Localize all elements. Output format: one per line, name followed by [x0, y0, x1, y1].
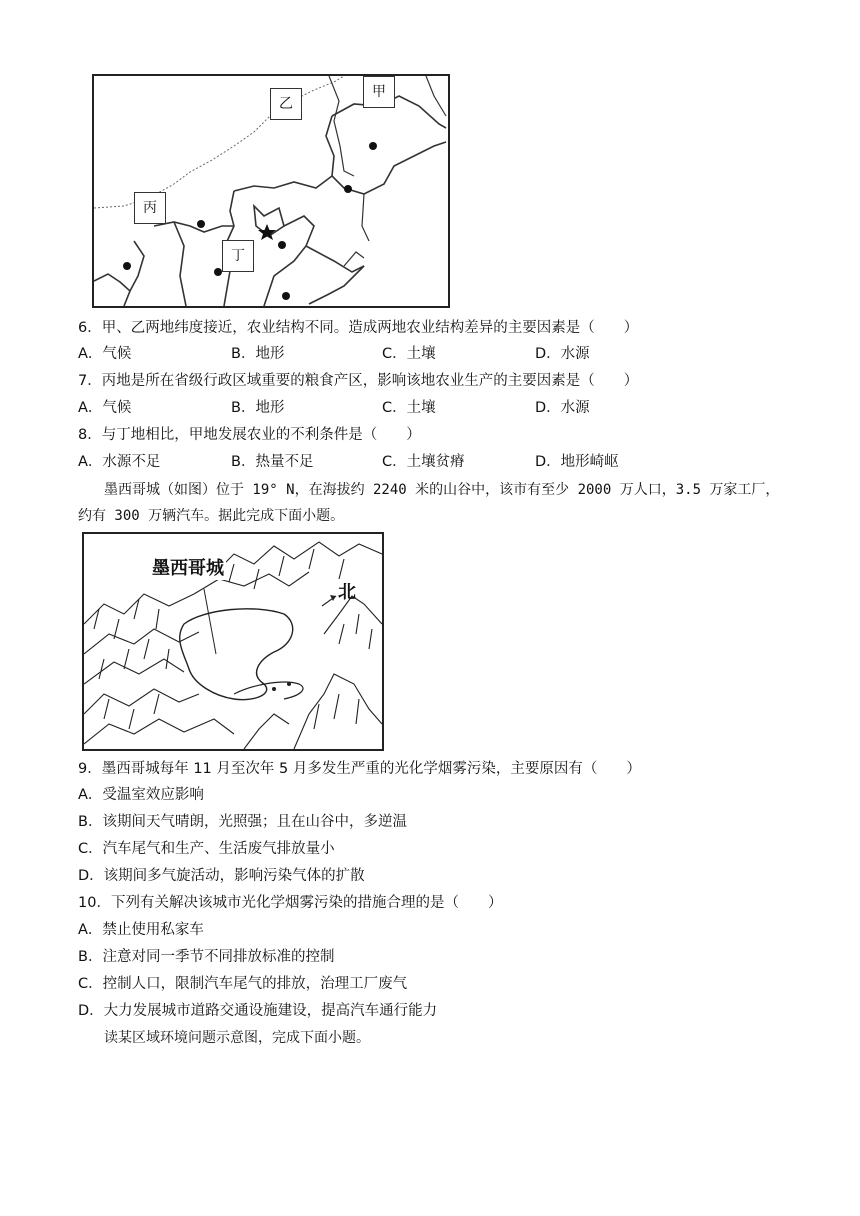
mexico-intro-line-2: 约有 300 万辆汽车。据此完成下面小题。	[78, 508, 345, 524]
mexico-city-valley-drawing	[84, 534, 382, 749]
question-7-option-d: D．水源	[535, 400, 590, 416]
question-6-option-a: A．气候	[78, 346, 132, 362]
map-label-bing: 丙	[134, 192, 166, 224]
question-10-option-d: D．大力发展城市道路交通设施建设，提高汽车通行能力	[78, 1003, 438, 1019]
question-10-stem: 10．下列有关解决该城市光化学烟雾污染的措施合理的是（ ）	[78, 895, 503, 911]
question-6-option-c: C．土壤	[382, 346, 436, 362]
question-8-option-c: C．土壤贫瘠	[382, 454, 465, 470]
question-10-option-b: B．注意对同一季节不同排放标准的控制	[78, 949, 335, 965]
mexico-intro-passage	[78, 477, 798, 529]
question-6-option-b: B．地形	[231, 346, 285, 362]
question-9-option-c: C．汽车尾气和生产、生活废气排放量小	[78, 841, 335, 857]
question-6-stem: 6．甲、乙两地纬度接近，农业结构不同。造成两地农业结构差异的主要因素是（ ）	[78, 320, 639, 336]
question-9-option-a: A．受温室效应影响	[78, 787, 204, 803]
question-10-option-c: C．控制人口，限制汽车尾气的排放，治理工厂废气	[78, 976, 408, 992]
next-section-intro: 读某区域环境问题示意图，完成下面小题。	[104, 1030, 370, 1046]
map-label-ding: 丁	[222, 240, 254, 272]
question-9-option-b: B．该期间天气晴朗，光照强；且在山谷中，多逆温	[78, 814, 407, 830]
mexico-city-valley-figure	[82, 532, 384, 751]
question-8-option-d: D．地形崎岖	[535, 454, 619, 470]
map-label-north: 北	[338, 582, 356, 603]
question-10-option-a: A．禁止使用私家车	[78, 922, 204, 938]
question-9-stem: 9．墨西哥城每年 11 月至次年 5 月多发生严重的光化学烟雾污染，主要原因有（ ）	[78, 761, 641, 777]
question-7-option-a: A．气候	[78, 400, 132, 416]
mexico-intro-line-1: 墨西哥城（如图）位于 19° N，在海拔约 2240 米的山谷中，该市有至少 2000 万人口，3.5 万家工厂，	[104, 482, 780, 498]
question-7-stem: 7．丙地是所在省级行政区域重要的粮食产区，影响该地农业生产的主要因素是（ ）	[78, 373, 639, 389]
question-9-option-d: D．该期间多气旋活动，影响污染气体的扩散	[78, 868, 365, 884]
map-label-yi: 乙	[270, 88, 302, 120]
map-label-mexico-city: 墨西哥城	[150, 554, 226, 580]
question-8-stem: 8．与丁地相比，甲地发展农业的不利条件是（ ）	[78, 427, 421, 443]
question-7-option-b: B．地形	[231, 400, 285, 416]
question-6-option-d: D．水源	[535, 346, 590, 362]
region-map-figure	[92, 74, 450, 308]
question-7-option-c: C．土壤	[382, 400, 436, 416]
map-label-jia: 甲	[363, 76, 395, 108]
question-8-option-b: B．热量不足	[231, 454, 314, 470]
question-8-option-a: A．水源不足	[78, 454, 161, 470]
